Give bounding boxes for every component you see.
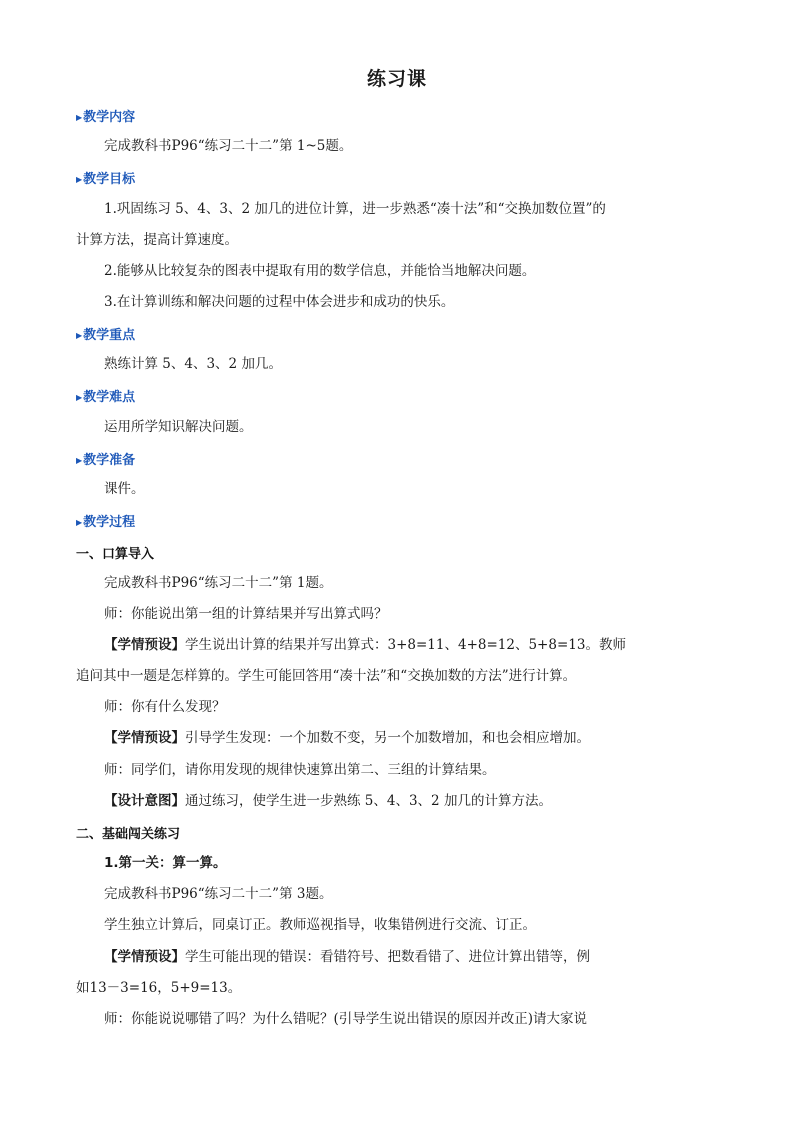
section-heading-difficulty: ▶教学难点 (76, 390, 136, 405)
key-text: 熟练计算 5、4、3、2 加几。 (104, 356, 282, 372)
part-1-p3-line-1: 【学情预设】学生说出计算的结果并写出算式：3+8=11、4+8=12、5+8=13。教师 (104, 637, 626, 653)
section-heading-prep: ▶教学准备 (76, 453, 136, 468)
part-1-heading: 一、口算导入 (76, 547, 155, 562)
part-1-p7: 【设计意图】通过练习，使学生进一步熟练 5、4、3、2 加几的计算方法。 (104, 793, 552, 809)
part-1-p6: 师：同学们，请你用发现的规律快速算出第二、三组的计算结果。 (104, 762, 496, 778)
part-2-p1: 完成教科书P96“练习二十二”第 3题。 (104, 886, 333, 902)
part-2-p2: 学生独立计算后，同桌订正。教师巡视指导，收集错例进行交流、订正。 (104, 917, 536, 933)
section-heading-key: ▶教学重点 (76, 328, 136, 343)
part-1-p4: 师：你有什么发现？ (104, 699, 226, 715)
part-2-sub-1: 1.第一关：算一算。 (104, 855, 227, 871)
part-2-heading: 二、基础闯关练习 (76, 827, 181, 842)
goal-1-line-1: 1.巩固练习 5、4、3、2 加几的进位计算，进一步熟悉“凑十法”和“交换加数位置”的 (104, 201, 606, 217)
part-1-p2: 师：你能说出第一组的计算结果并写出算式吗？ (104, 606, 388, 622)
goal-3: 3.在计算训练和解决问题的过程中体会进步和成功的快乐。 (104, 294, 455, 310)
goal-2: 2.能够从比较复杂的图表中提取有用的数学信息，并能恰当地解决问题。 (104, 263, 536, 279)
section-heading-goals: ▶教学目标 (76, 172, 136, 187)
part-1-p3-line-2: 追问其中一题是怎样算的。学生可能回答用“凑十法”和“交换加数的方法”进行计算。 (76, 668, 577, 684)
part-1-p5: 【学情预设】引导学生发现：一个加数不变，另一个加数增加，和也会相应增加。 (104, 730, 590, 746)
triangle-bullet-icon: ▶ (76, 393, 83, 402)
triangle-bullet-icon: ▶ (76, 113, 83, 122)
section-heading-content: ▶教学内容 (76, 110, 136, 125)
triangle-bullet-icon: ▶ (76, 331, 83, 340)
section-heading-process: ▶教学过程 (76, 515, 136, 530)
difficulty-text: 运用所学知识解决问题。 (104, 419, 253, 435)
part-1-p1: 完成教科书P96“练习二十二”第 1题。 (104, 575, 333, 591)
content-text: 完成教科书P96“练习二十二”第 1~5题。 (104, 138, 353, 154)
triangle-bullet-icon: ▶ (76, 456, 83, 465)
page-title: 练习课 (366, 68, 427, 90)
prep-text: 课件。 (104, 481, 145, 497)
triangle-bullet-icon: ▶ (76, 175, 83, 184)
triangle-bullet-icon: ▶ (76, 518, 83, 527)
part-2-p4: 师：你能说说哪错了吗？为什么错呢？(引导学生说出错误的原因并改正)请大家说 (104, 1011, 588, 1027)
part-2-p3-line-1: 【学情预设】学生可能出现的错误：看错符号、把数看错了、进位计算出错等，例 (104, 949, 590, 965)
part-2-p3-line-2: 如13－3=16，5+9=13。 (76, 980, 242, 996)
goal-1-line-2: 计算方法，提高计算速度。 (76, 232, 238, 248)
